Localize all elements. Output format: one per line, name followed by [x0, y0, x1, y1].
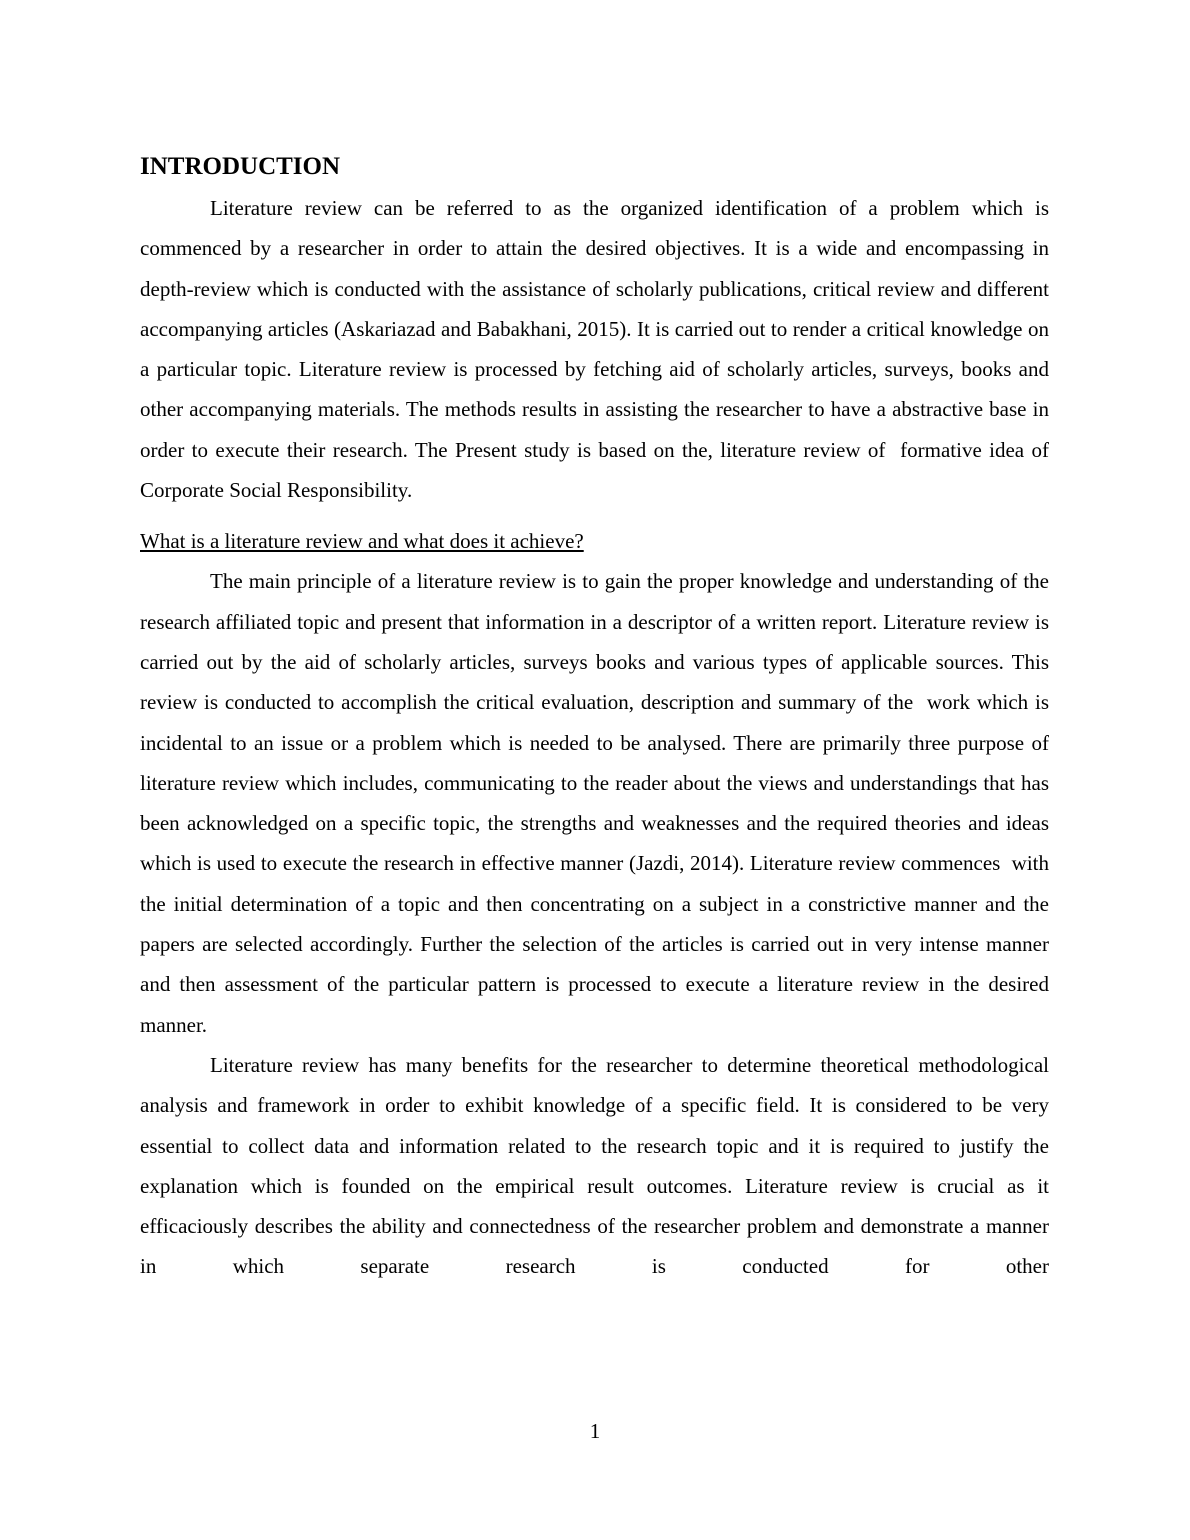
body-paragraph-3: Literature review has many benefits for the researcher to determine theoretical methodological analysis and framework in order to exhibit knowledge of a specific field. It is considered to be very essential to collect data and information related to the research topic and it is required to justify the explanation which is founded on the empirical result outcomes. Literature review is crucial as it efficaciously describes the ability and connectedness of the researcher problem and demonstrate a manner in which separate research is conducted for other	[140, 1052, 1055, 1279]
subsection-heading: What is a literature review and what does it achieve?	[140, 529, 584, 554]
page-number: 1	[589, 1419, 601, 1443]
page-content	[140, 150, 1055, 1287]
body-paragraph-2: The main principle of a literature review is to gain the proper knowledge and understanding of the research affiliated topic and present that information in a descriptor of a written report. Literature review is carried out by the aid of scholarly articles, surveys books and various types of applicable sources. This review is conducted to accomplish the critical evaluation, description and summary of the work which is incidental to an issue or a problem which is needed to be analysed. There are primarily three purpose of literature review which includes, communicating to the reader about the views and understandings that has been acknowledged on a specific topic, the strengths and weaknesses and the required theories and ideas which is used to execute the research in effective manner (Jazdi, 2014). Literature review commences with the initial determination of a topic and then concentrating on a subject in a constrictive manner and the papers are selected accordingly. Further the selection of the articles is carried out in very intense manner and then assessment of the particular pattern is processed to execute a literature review in the desired manner.	[140, 569, 1055, 1037]
section-heading: INTRODUCTION	[140, 153, 341, 180]
intro-paragraph: Literature review can be referred to as the organized identification of a problem which is commenced by a researcher in order to attain the desired objectives. It is a wide and encompassing in depth-review which is conducted with the assistance of scholarly publications, critical review and different accompanying articles (Askariazad and Babakhani, 2015). It is carried out to render a critical knowledge on a particular topic. Literature review is processed by fetching aid of scholarly articles, surveys, books and other accompanying materials. The methods results in assisting the researcher to have a abstractive base in order to execute their research. The Present study is based on the, literature review of formative idea of Corporate Social Responsibility.	[140, 196, 1055, 503]
